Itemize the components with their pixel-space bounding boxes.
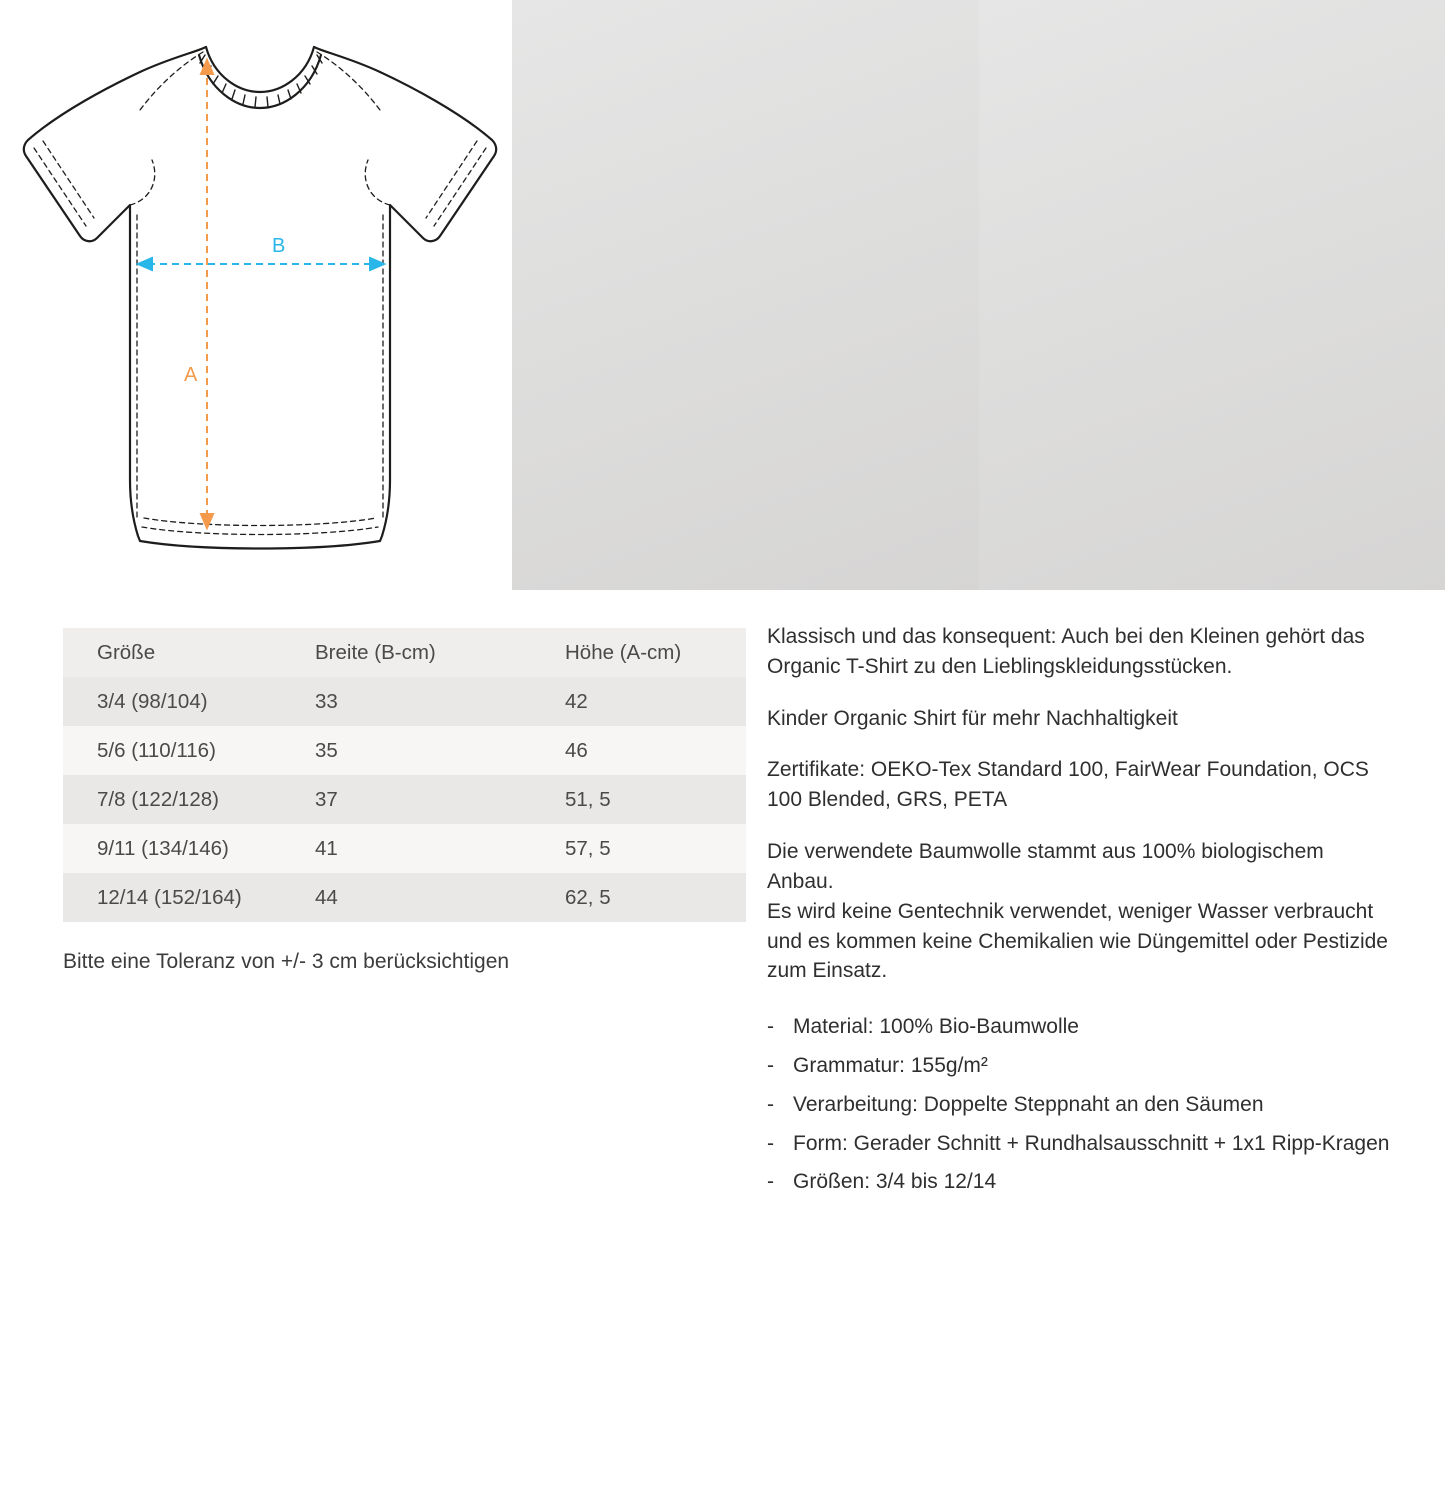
description-certificates: Zertifikate: OEKO-Tex Standard 100, FairWear Foundation, OCS 100 Blended, GRS, PETA [767,758,1369,812]
spec-text: Material: 100% Bio-Baumwolle [793,1015,1079,1039]
tolerance-note: Bitte eine Toleranz von +/- 3 cm berücksichtigen [63,950,510,973]
size-table [63,628,746,922]
dash-bullet-icon: - [767,1015,774,1039]
cell-size: 5/6 (110/116) [97,738,216,762]
column-header-size: Größe [97,640,156,664]
cell-size: 7/8 (122/128) [97,787,219,811]
list-item [767,1051,1392,1081]
description-intro: Klassisch und das konsequent: Auch bei den Kleinen gehört das Organic T-Shirt zu den Lieblingskleidungsstücken. [767,625,1365,678]
cell-height: 51, 5 [565,787,611,811]
column-header-width: Breite (B-cm) [315,640,436,664]
spec-text: Verarbeitung: Doppelte Steppnaht an den Säumen [793,1092,1264,1116]
dash-bullet-icon: - [767,1170,774,1194]
list-item [767,1012,1392,1042]
cell-width: 44 [315,885,338,909]
measure-label-a: A [184,364,198,386]
cell-height: 57, 5 [565,836,611,860]
table-row [63,775,746,824]
cell-height: 42 [565,689,588,713]
table-row [63,726,746,775]
description-cotton-line1: Die verwendete Baumwolle stammt aus 100% biologischem Anbau. [767,840,1324,893]
product-description [767,622,1392,1206]
spec-text: Form: Gerader Schnitt + Rundhalsausschnitt + 1x1 Ripp-Kragen [793,1131,1390,1155]
cell-width: 33 [315,689,338,713]
dash-bullet-icon: - [767,1131,774,1155]
table-row [63,824,746,873]
table-header-row [63,628,746,677]
cell-width: 35 [315,738,338,762]
description-sustainability: Kinder Organic Shirt für mehr Nachhaltigkeit [767,706,1178,730]
column-header-height: Höhe (A-cm) [565,640,682,664]
cell-height: 62, 5 [565,885,611,909]
spec-text: Größen: 3/4 bis 12/14 [793,1170,997,1194]
table-row [63,677,746,726]
kid-front-view-photo [512,0,979,590]
list-item [767,1167,1392,1197]
description-cotton-line2: Es wird keine Gentechnik verwendet, weniger Wasser verbraucht und es kommen keine Chemikalien wie Düngemittel oder Pestizide zum Einsatz. [767,899,1388,983]
dash-bullet-icon: - [767,1053,774,1077]
cell-width: 41 [315,836,338,860]
cell-size: 3/4 (98/104) [97,689,208,713]
table-row [63,873,746,922]
list-item [767,1090,1392,1120]
kid-back-view-photo [979,0,1445,590]
cell-size: 9/11 (134/146) [97,836,229,860]
spec-text: Grammatur: 155g/m² [793,1053,988,1077]
spec-list [767,1012,1392,1197]
measure-label-b: B [272,235,286,257]
cell-width: 37 [315,787,338,811]
product-image-row [0,0,1445,590]
cell-size: 12/14 (152/164) [97,885,242,909]
list-item [767,1129,1392,1159]
dash-bullet-icon: - [767,1092,774,1116]
size-table-wrap [63,628,746,922]
cell-height: 46 [565,738,588,762]
tshirt-technical-drawing [0,0,512,590]
